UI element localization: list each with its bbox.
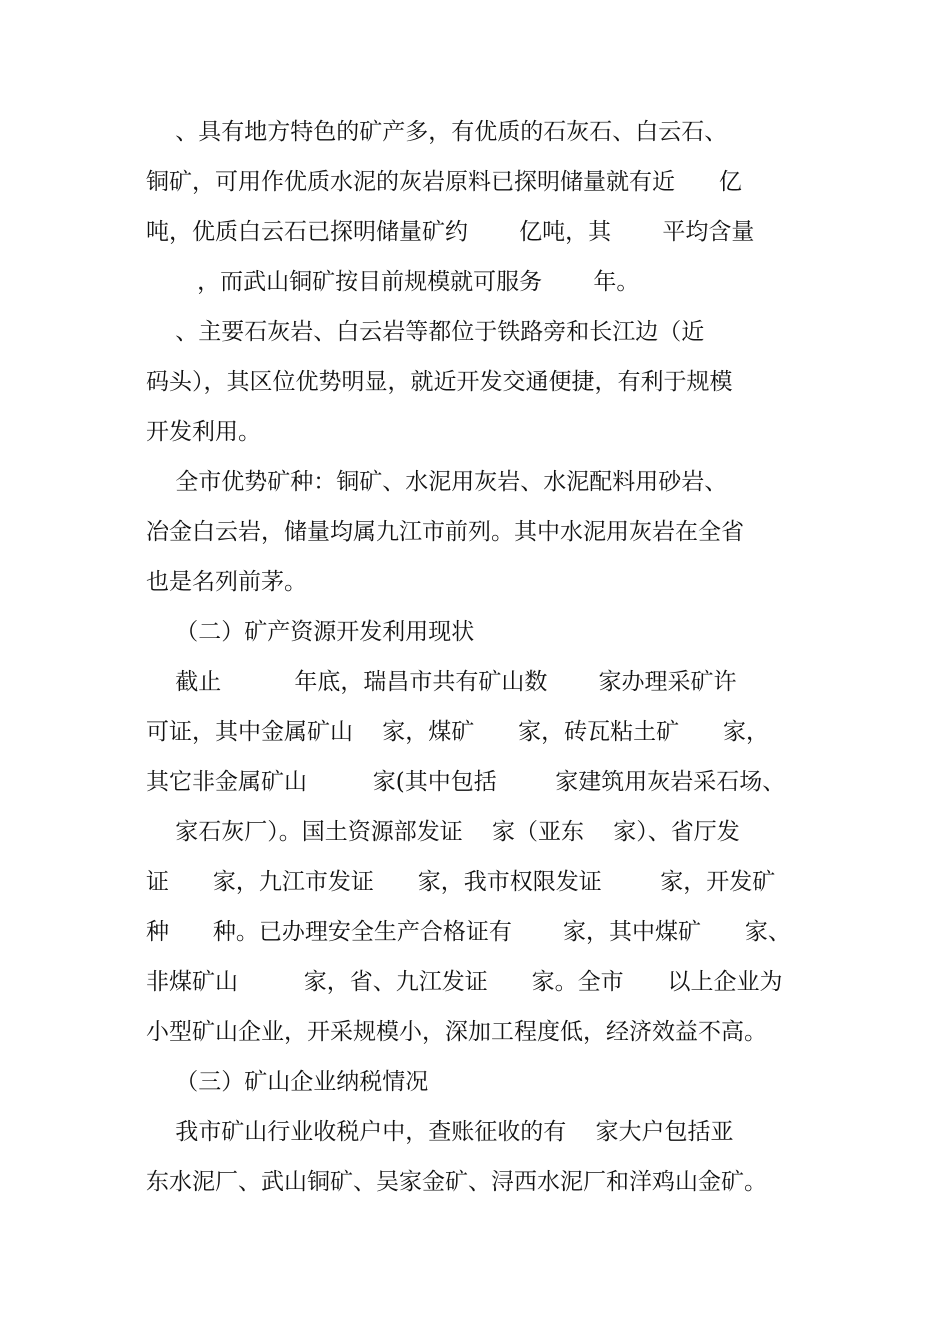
text-line: 截止 年底，瑞昌市共有矿山数 家办理采矿许 bbox=[146, 669, 737, 695]
text-line: 非煤矿山 家，省、九江发证 家。全市 以上企业为 bbox=[146, 969, 783, 995]
text-line: 冶金白云岩，储量均属九江市前列。其中水泥用灰岩在全省 bbox=[146, 519, 744, 545]
text-line: 全市优势矿种：铜矿、水泥用灰岩、水泥配料用砂岩、 bbox=[146, 469, 728, 495]
text-line: 东水泥厂、武山铜矿、吴家金矿、浔西水泥厂和洋鸡山金矿。 bbox=[146, 1169, 767, 1195]
text-line: 也是名列前茅。 bbox=[146, 569, 307, 595]
text-line: 家石灰厂）。国土资源部发证 家（亚东 家）、省厅发 bbox=[146, 819, 740, 845]
text-line: 开发利用。 bbox=[146, 419, 261, 445]
text-line: 、具有地方特色的矿产多，有优质的石灰石、白云石、 bbox=[146, 119, 728, 145]
text-line: 证 家，九江市发证 家，我市权限发证 家，开发矿 bbox=[146, 869, 776, 895]
text-line: 我市矿山行业收税户中，查账征收的有 家大户包括亚 bbox=[146, 1119, 734, 1145]
text-line: 铜矿，可用作优质水泥的灰岩原料已探明储量就有近 亿 bbox=[146, 169, 742, 195]
text-line: 码头），其区位优势明显，就近开发交通便捷，有利于规模 bbox=[146, 369, 733, 395]
text-line: ，而武山铜矿按目前规模就可服务 年。 bbox=[146, 269, 640, 295]
text-line: 其它非金属矿山 家(其中包括 家建筑用灰岩采石场、 bbox=[146, 769, 786, 795]
text-line: 吨，优质白云石已探明储量矿约 亿吨，其 平均含量 bbox=[146, 219, 755, 245]
section-heading: （三）矿山企业纳税情况 bbox=[146, 1069, 429, 1095]
text-line: 小型矿山企业，开采规模小，深加工程度低，经济效益不高。 bbox=[146, 1019, 767, 1045]
text-line: 、主要石灰岩、白云岩等都位于铁路旁和长江边（近 bbox=[146, 319, 705, 345]
text-line: 可证，其中金属矿山 家，煤矿 家，砖瓦粘土矿 家， bbox=[146, 719, 769, 745]
section-heading: （二）矿产资源开发利用现状 bbox=[146, 619, 475, 645]
text-line: 种 种。已办理安全生产合格证有 家，其中煤矿 家、 bbox=[146, 919, 791, 945]
